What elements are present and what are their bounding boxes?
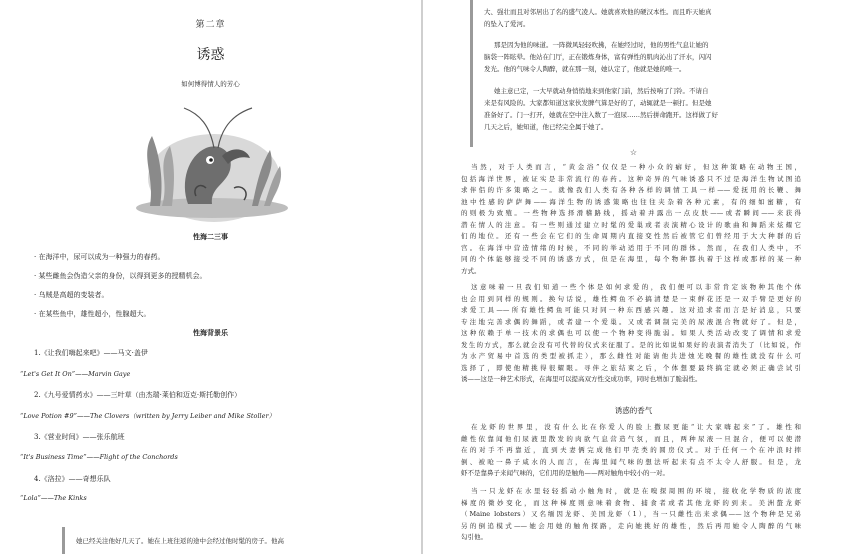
quote-line: 大、强壮而且对邻居出了名的盛气凌人。她就喜欢他的硬汉本性。而且昨天她真: [484, 8, 712, 16]
song-cn: 3.《营业时间》——张乐航班: [34, 433, 125, 441]
text-line: 倒、被呛一鼻子咸水的人而言，在海里闻气味的想法听起来有点不太令人舒服。但是，龙: [461, 457, 801, 466]
chapter-label: 第二章: [195, 20, 226, 30]
text-line: 们的地位。还有一些会在它们的生命周期内直接变性然后被管它们曾经用于大大种群的后: [461, 232, 801, 240]
quote-line: 准备好了。门一打开，她就在空中注入数了一泡尿……然后拼命跑开。这样做了好: [484, 111, 718, 119]
text-line: 这意味着一旦我们知道一些个体是如何求爱的，我们便可以非常肯定该物种其他个体: [471, 283, 801, 291]
text-line: 在龙虾的世界里，没有什么比在你爱人的脸上撒尿更能“让大家嗨起来”了。雄性和: [471, 423, 801, 431]
body-paragraph-4: [461, 486, 801, 544]
section-heading-scent: 诱惑的香气: [614, 406, 653, 415]
song-en-artist: ——Flight of the Conchords: [86, 453, 178, 461]
text-line: 发生的方式，那么就会没有可代替的仪式来征服了。是的比如说如果好的表演者消失了（比如说，作: [461, 340, 801, 349]
lobster-illustration: [130, 96, 290, 226]
fact-item: · 在海洋中，尿可以成为一种强力的春药。: [34, 253, 165, 261]
song-cn: 1.《让我们嗨起来吧》——马文·盖伊: [34, 349, 148, 357]
text-line: 选择了，即使他精挑得很耀眼。寻伴之旅结束之后，个体想要最终搞定就必须正确尝试引: [461, 363, 801, 372]
body-paragraph-2: [461, 282, 801, 386]
quote-line: 那是因为他的味道。一阵微风轻轻吹拂，在她经过时，他的男性气息让她的: [494, 41, 709, 49]
text-line: 方式。: [461, 266, 481, 275]
text-line: 同的个体能够接受不同的诱惑方式，但是在海里，每个物种都执着于这样或那样的某一种: [461, 255, 801, 263]
text-line: 勾引他。: [461, 533, 487, 541]
quote-text: 她已经关注他好几天了。她在上班往返的途中会经过他时髦的房子。他高: [76, 537, 284, 545]
text-line: 当一只龙虾在水里轻轻摇动小触角时，就是在嗅探周围的环境，接收化学物质的浓度: [471, 487, 801, 495]
song-en: [20, 411, 275, 420]
story-quote-start: [62, 527, 362, 554]
body-paragraph-3: [461, 422, 801, 480]
quote-line: 脑袋一阵眩晕。他站在门厅，正在锻炼身体，富有弹性的肌肉沁出了汗水，闪闪: [484, 53, 712, 61]
facts-heading: 性海二三事: [193, 232, 228, 241]
text-line: 雌性依靠闻他们尿液里散发的肉欲气息营造气氛，而且，两种尿液一旦混合，便可以使潜: [461, 434, 801, 443]
fact-item: · 在某些鱼中，雄性超小，性腺超大。: [34, 310, 151, 318]
song-en-title: “Love Potion #9”: [20, 412, 77, 420]
text-line: 虾不是靠鼻子来闻气味的，它们用的是触角——两对触角中较小的一对。: [461, 469, 669, 477]
chapter-subtitle: 如何博得情人的芳心: [181, 80, 240, 88]
song-cn: 2.《九号爱情药水》——三叶草（由杰瑞·莱伯和迈克·斯托勒创作）: [34, 391, 242, 399]
left-page: [0, 0, 421, 554]
fact-item: · 某些雌鱼会伪造父亲的身份，以得到更多的授精机会。: [34, 272, 207, 280]
text-line: 包括海洋世界，被证实是非常流行的春药。这种奇异的气味诱惑只不过是海洋生物试图追: [461, 174, 801, 183]
text-line: 宫。在海洋中营造情绪的时候，不同的举动适用于不同的群体。然而，在我们人类中，不: [461, 243, 801, 252]
text-line: 也会用到同样的规则。换句话说，雄性鳄鱼不必搞清楚是一束鲜花还是一双手臂是更好的: [461, 294, 801, 303]
text-line: 潜在情人的注意。有一些则通过建立时髦的爱巢或者表演精心设计的歌曲和舞蹈来炫耀它: [461, 220, 801, 229]
text-line: 这种依赖于单一技术的求偶也可以使一个物种变得脆弱。如果人类活动改变了调情和求爱: [461, 329, 801, 337]
song-en-title: “Let's Get It On”: [20, 370, 76, 378]
text-line: 为水产贸易中首选的类型被抓走），那么雌性对能请他共进烛光晚餐的雄性就没有什么可: [461, 352, 801, 360]
text-line: 池中性感的萨萨舞——海洋生物的诱惑策略也往往夹杂着各种元素，有的细如蜜糖，有: [461, 197, 801, 206]
song-en-artist: ——Marvin Gaye: [75, 370, 131, 378]
quote-line: 几天之后，她知道，他已经完全属于她了。: [484, 123, 608, 131]
text-line: 的则极为致殖。一些物种选择滑稽路线，摇动着并露出一点皮肤——或者瞬间——来获得: [461, 209, 801, 217]
body-paragraph-1: [461, 162, 801, 277]
song-cn: 4.《洛拉》——奇想乐队: [34, 475, 111, 483]
section-divider-star: ☆: [629, 148, 638, 157]
text-line: 当然，对于人类而言，“黄金浴”仅仅是一种小众的癖好，但这种策略在动物王国，: [471, 163, 801, 171]
quote-bar: [62, 527, 65, 554]
quote-line: 来是有风险的。大家都知道这家伙发脾气算是好的了，动辄就是一顿打。但是她: [484, 99, 712, 107]
quote-line: 她主意已定，一大早就动身悄悄地来到他家门前，然后按响了门铃。不请自: [494, 87, 709, 95]
text-line: （Maine lobsters）又名缅因龙虾、美国龙虾（1），当一只雌性出来求偶——这个物种是兄弟: [461, 510, 801, 518]
quote-line: 的坠入了爱河。: [484, 20, 530, 28]
story-quote-continued: [470, 0, 810, 147]
text-line: 梯度的微妙变化，而这种梯度则意味着食物、捕食者或者其他龙虾的到来。美洲螯龙虾: [461, 498, 801, 507]
music-heading: 性海背景乐: [193, 328, 228, 337]
song-en-title: “It's Business Time”: [20, 453, 87, 461]
text-line: 求爱工具——所有雄性鳄鱼可能只对同一种东西感兴趣。这对追求者而言是好消息，只要: [461, 306, 801, 314]
fact-item: · 乌贼是高超的变装者。: [34, 291, 109, 299]
text-line: 另的倒追模式——她会用她的触角探路，走向她挑好的雄性，然后再用她令人陶醉的气味: [461, 521, 801, 530]
chapter-title: 诱惑: [196, 47, 225, 63]
right-page: [423, 0, 844, 554]
song-en-artist: ——The Kinks: [40, 494, 87, 502]
quote-line: 发光。他的气味令人陶醉，就在那一刻，她认定了，他就是她的唯一。: [484, 65, 686, 73]
song-en-title: “Lola”: [20, 494, 41, 502]
text-line: 在的对手不再靠近，直到夫妻俩完成他们甲壳类的圆房仪式。对于任何一个在冲浪时摔: [461, 446, 801, 454]
song-en: [20, 370, 130, 378]
song-en-artist: ——The Clovers（written by Jerry Leiber and Mike Stoller）: [76, 412, 276, 420]
text-line: 求伴侣的许多策略之一。就像我们人类有各种各样的调情工具一样——爱抚用的长鞭、舞: [461, 186, 801, 194]
song-en: [20, 494, 87, 502]
song-en: [20, 453, 178, 461]
text-line: 专注地完善求偶的舞蹈，或者建一个爱巢。又或者调制完美的尿液混合物就好了。但是，: [461, 317, 801, 326]
text-line: 诱——这是一种艺术形式，在海里可以提高双方性交成功率，同时也增加了脆弱性。: [461, 375, 702, 383]
quote-bar: [470, 0, 473, 147]
